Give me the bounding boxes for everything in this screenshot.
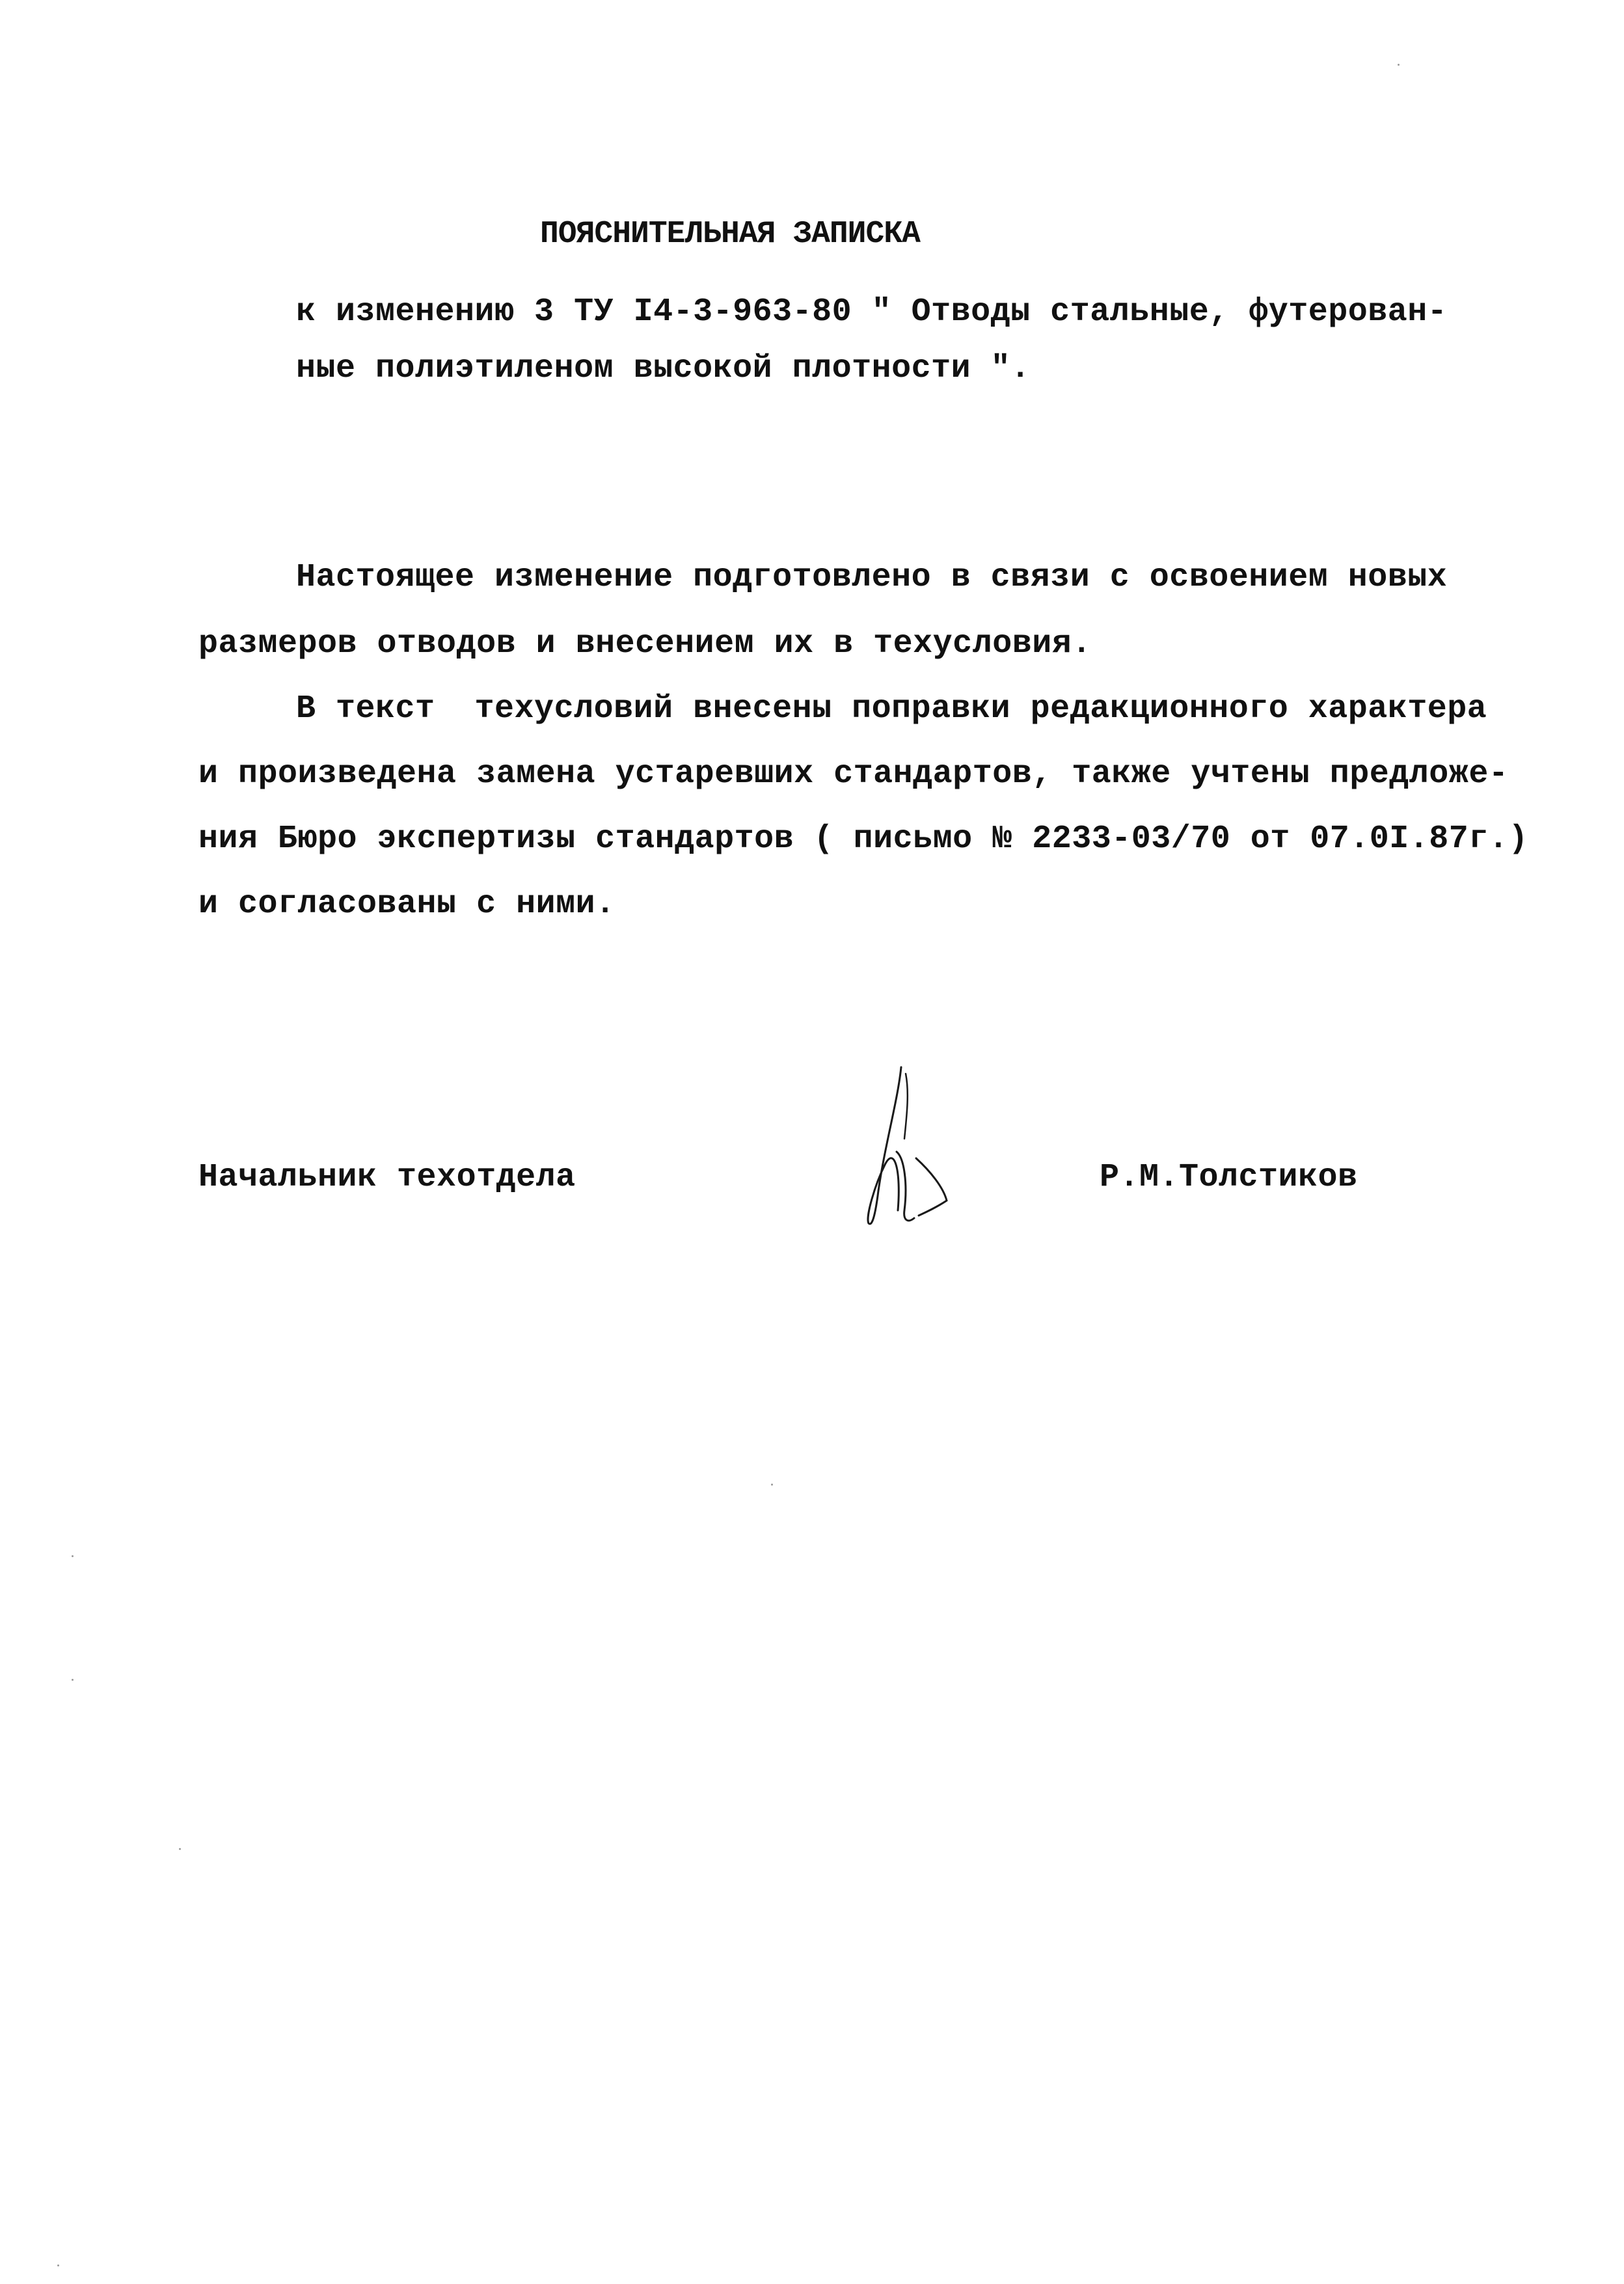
body-line-5: ния Бюро экспертизы стандартов ( письмо № 2233-03/70 от 07.0I.87г.) bbox=[198, 821, 1528, 858]
body-line-1: Настоящее изменение подготовлено в связи с освоением новых bbox=[296, 559, 1448, 596]
body-line-3: В текст техусловий внесены поправки редакционного характера bbox=[296, 690, 1487, 727]
document-title: ПОЯСНИТЕЛЬНАЯ ЗАПИСКА bbox=[540, 217, 920, 252]
scan-speck bbox=[1398, 64, 1400, 66]
signatory-name: Р.М.Толстиков bbox=[1100, 1159, 1358, 1196]
body-line-2: размеров отводов и внесением их в техусловия. bbox=[198, 625, 1092, 662]
scan-speck bbox=[57, 2264, 59, 2266]
body-line-6: и согласованы с ними. bbox=[198, 886, 616, 923]
scan-speck bbox=[72, 1679, 74, 1681]
signatory-position: Начальник техотдела bbox=[198, 1159, 576, 1196]
handwritten-signature bbox=[839, 1061, 969, 1230]
scan-speck bbox=[179, 1848, 181, 1850]
scan-speck bbox=[771, 1484, 773, 1486]
scan-speck bbox=[72, 1555, 74, 1557]
subtitle-line-2: ные полиэтиленом высокой плотности ". bbox=[296, 350, 1031, 387]
subtitle-line-1: к изменению 3 ТУ I4-3-963-80 " Отводы стальные, футерован- bbox=[296, 293, 1448, 331]
body-line-4: и произведена замена устаревших стандартов, также учтены предложе- bbox=[198, 755, 1509, 793]
